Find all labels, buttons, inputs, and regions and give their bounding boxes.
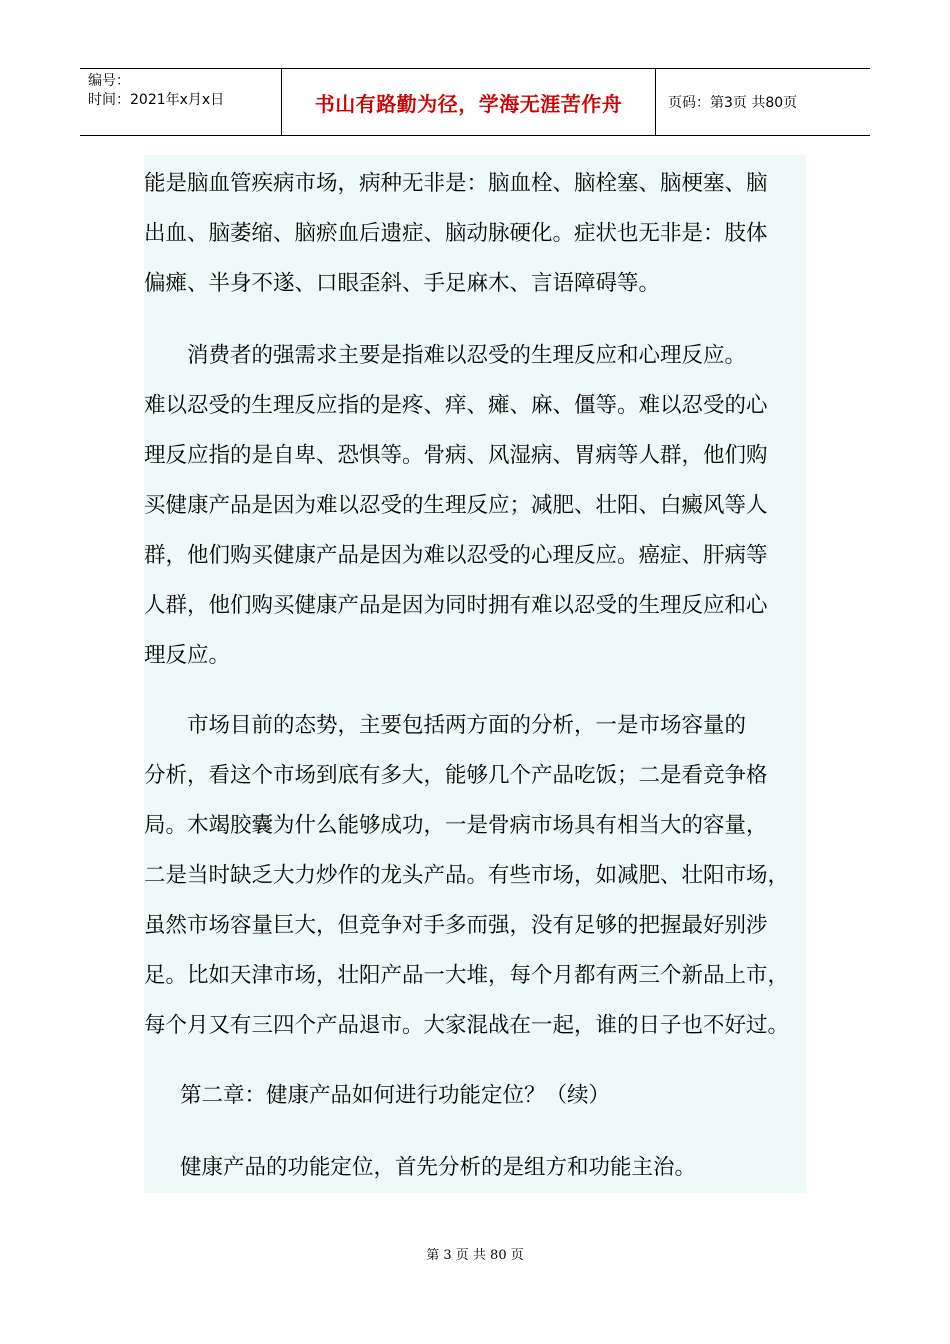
text-line: 足。比如天津市场，壮阳产品一大堆，每个月都有两三个新品上市，: [144, 963, 790, 988]
text-line: 买健康产品是因为难以忍受的生理反应；减肥、壮阳、白癜风等人: [144, 493, 768, 518]
chapter-heading: [144, 1071, 842, 1121]
document-number-label: 编号：: [88, 73, 130, 89]
page-footer: 第 3 页 共 80 页: [426, 1248, 524, 1263]
paragraph-3: [144, 701, 806, 1051]
paragraph-5: [144, 1143, 842, 1193]
header-page-info: 页码：第3页 共80页: [668, 95, 798, 111]
document-body: [144, 155, 806, 1193]
paragraph-1: [144, 159, 806, 309]
text-line: 人群，他们购买健康产品是因为同时拥有难以忍受的生理反应和心: [144, 593, 768, 618]
text-line: 消费者的强需求主要是指难以忍受的生理反应和心理反应。: [144, 343, 747, 368]
text-line: 第二章：健康产品如何进行功能定位？（续）: [180, 1083, 611, 1108]
text-line: 理反应指的是自卑、恐惧等。骨病、风湿病、胃病等人群，他们购: [144, 443, 768, 468]
header-motto: 书山有路勤为径，学海无涯苦作舟: [282, 69, 656, 135]
text-line: 能是脑血管疾病市场，病种无非是：脑血栓、脑栓塞、脑梗塞、脑: [144, 171, 768, 196]
text-line: 健康产品的功能定位，首先分析的是组方和功能主治。: [180, 1155, 697, 1180]
text-line: 分析，看这个市场到底有多大，能够几个产品吃饭；二是看竞争格: [144, 763, 768, 788]
text-line: 局。木竭胶囊为什么能够成功，一是骨病市场具有相当大的容量，: [144, 813, 768, 838]
document-date-label: 时间：2021年x月x日: [88, 92, 225, 108]
header-meta-cell: [80, 69, 282, 135]
text-line: 偏瘫、半身不遂、口眼歪斜、手足麻木、言语障碍等。: [144, 271, 661, 296]
text-line: 每个月又有三四个产品退市。大家混战在一起，谁的日子也不好过。: [144, 1013, 790, 1038]
text-line: 群，他们购买健康产品是因为难以忍受的心理反应。癌症、肝病等: [144, 543, 768, 568]
text-line: 市场目前的态势，主要包括两方面的分析，一是市场容量的: [144, 713, 747, 738]
paragraph-2: [144, 331, 806, 681]
text-line: 二是当时缺乏大力炒作的龙头产品。有些市场，如减肥、壮阳市场，: [144, 863, 790, 888]
text-line: 虽然市场容量巨大，但竞争对手多而强，没有足够的把握最好别涉: [144, 913, 768, 938]
page-header: [80, 68, 870, 136]
text-line: 理反应。: [144, 643, 231, 668]
text-line: 出血、脑萎缩、脑瘀血后遗症、脑动脉硬化。症状也无非是：肢体: [144, 221, 768, 246]
text-line: 难以忍受的生理反应指的是疼、痒、瘫、麻、僵等。难以忍受的心: [144, 393, 768, 418]
